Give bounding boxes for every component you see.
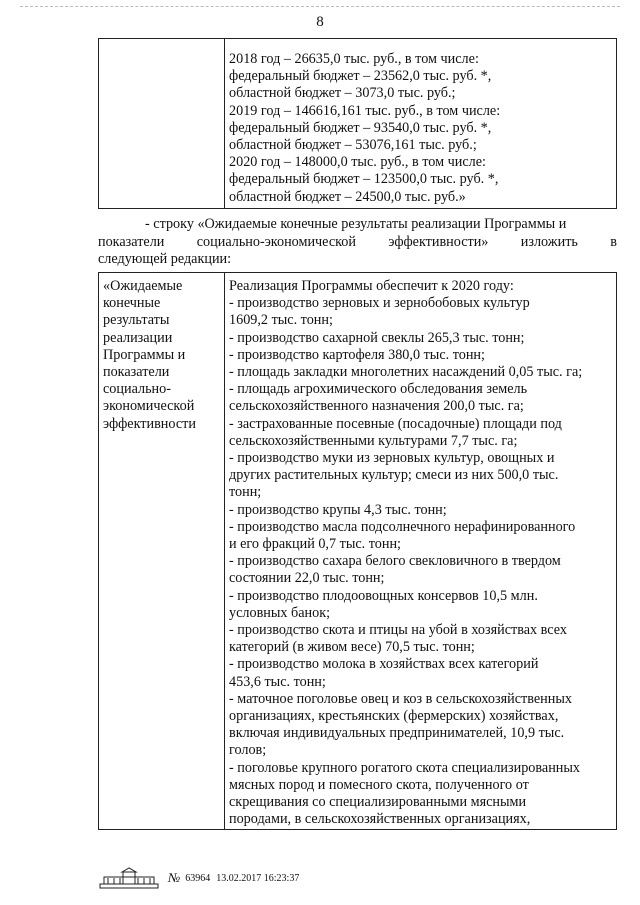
number-sign: №: [168, 870, 181, 885]
header-line: экономической: [103, 398, 195, 415]
government-building-logo-icon: [98, 867, 160, 889]
header-line: реализации: [103, 329, 173, 346]
instruction-line: - строку «Ожидаемые конечные результаты реализации Программы и: [145, 216, 567, 232]
header-line: конечные: [103, 295, 161, 312]
document-number: 63964: [185, 872, 211, 884]
funding-line: областной бюджет – 53076,161 тыс. руб.;: [229, 137, 477, 154]
result-line: - застрахованные посевные (посадочные) площади под: [229, 415, 562, 432]
page-number: 8: [316, 14, 324, 30]
result-line: категорий (в живом весе) 70,5 тыс. тонн;: [229, 639, 475, 656]
header-line: «Ожидаемые: [103, 278, 183, 294]
document-datetime: 13.02.2017 16:23:37: [216, 872, 300, 884]
result-line: условных банок;: [229, 604, 331, 621]
funding-line: федеральный бюджет – 93540,0 тыс. руб. *,: [229, 119, 492, 136]
result-line: сельскохозяйственными культурами 7,7 тыс. га;: [229, 432, 518, 449]
result-line: - производство картофеля 380,0 тыс. тонн;: [229, 346, 485, 363]
instruction-paragraph: [98, 216, 617, 269]
funding-line: 2020 год – 148000,0 тыс. руб., в том числе:: [229, 154, 486, 171]
result-line: других растительных культур; смеси из них 500,0 тыс.: [229, 467, 559, 484]
result-line: голов;: [229, 742, 267, 759]
result-line: - производство масла подсолнечного нерафинированного: [229, 518, 576, 535]
funding-line: федеральный бюджет – 23562,0 тыс. руб. *,: [229, 68, 492, 85]
result-line: состоянии 22,0 тыс. тонн;: [229, 570, 385, 587]
result-line: - производство плодоовощных консервов 10,5 млн.: [229, 587, 538, 604]
result-line: 453,6 тыс. тонн;: [229, 673, 326, 690]
result-line: - производство муки из зерновых культур, овощных и: [229, 450, 555, 467]
header-line: Программы и: [103, 346, 186, 363]
result-line: - производство зерновых и зернобобовых культур: [229, 295, 530, 312]
funding-line: 2019 год – 146616,161 тыс. руб., в том числе:: [229, 102, 501, 119]
result-line: организациях, крестьянских (фермерских) хозяйствах,: [229, 708, 559, 725]
result-line: - производство молока в хозяйствах всех категорий: [229, 656, 539, 673]
funding-line: областной бюджет – 24500,0 тыс. руб.»: [229, 188, 466, 205]
funding-table: [98, 38, 617, 209]
instruction-word: изложить: [520, 233, 578, 250]
header-line: социально-: [103, 381, 171, 398]
instruction-word: социально-экономической: [196, 233, 356, 250]
funding-table-left-cell: [99, 39, 225, 209]
funding-table-right-cell: [225, 39, 617, 209]
result-line: - площадь агрохимического обследования земель: [229, 381, 528, 398]
instruction-word: эффективности»: [388, 233, 489, 250]
funding-line: областной бюджет – 3073,0 тыс. руб.;: [229, 85, 456, 102]
result-line: скрещивания со специализированными мясными: [229, 794, 527, 811]
result-line: и его фракций 0,7 тыс. тонн;: [229, 536, 401, 553]
funding-line: федеральный бюджет – 123500,0 тыс. руб. *,: [229, 171, 499, 188]
result-line: породами, в сельскохозяйственных организациях,: [229, 811, 531, 828]
result-line: сельскохозяйственного назначения 200,0 тыс. га;: [229, 398, 524, 415]
instruction-line-justified: [98, 234, 617, 252]
result-line: мясных пород и помесного скота, полученного от: [229, 776, 529, 793]
result-line: Реализация Программы обеспечит к 2020 году:: [229, 278, 514, 294]
results-table-header-cell: [99, 273, 225, 830]
result-line: - производство сахара белого свекловичного в твердом: [229, 553, 561, 570]
scan-edge-line: [20, 6, 620, 8]
result-line: - площадь закладки многолетних насаждений 0,05 тыс. га;: [229, 364, 583, 381]
result-line: - поголовье крупного рогатого скота специализированных: [229, 759, 581, 776]
result-line: включая индивидуальных предпринимателей, 10,9 тыс.: [229, 725, 565, 742]
document-footer: [98, 866, 299, 890]
header-line: эффективности: [103, 415, 196, 432]
result-line: - производство скота и птицы на убой в хозяйствах всех: [229, 622, 567, 639]
funding-line: 2018 год – 26635,0 тыс. руб., в том числе:: [229, 51, 479, 67]
results-table: [98, 272, 617, 830]
result-line: - маточное поголовье овец и коз в сельскохозяйственных: [229, 690, 572, 707]
results-table-content-cell: [225, 273, 617, 830]
instruction-line: следующей редакции:: [98, 251, 232, 267]
result-line: - производство сахарной свеклы 265,3 тыс. тонн;: [229, 329, 525, 346]
result-line: тонн;: [229, 484, 262, 501]
instruction-word: в: [610, 233, 617, 250]
header-line: показатели: [103, 364, 170, 381]
header-line: результаты: [103, 312, 170, 329]
result-line: 1609,2 тыс. тонн;: [229, 312, 333, 329]
instruction-word: показатели: [98, 233, 165, 250]
result-line: - производство крупы 4,3 тыс. тонн;: [229, 501, 447, 518]
